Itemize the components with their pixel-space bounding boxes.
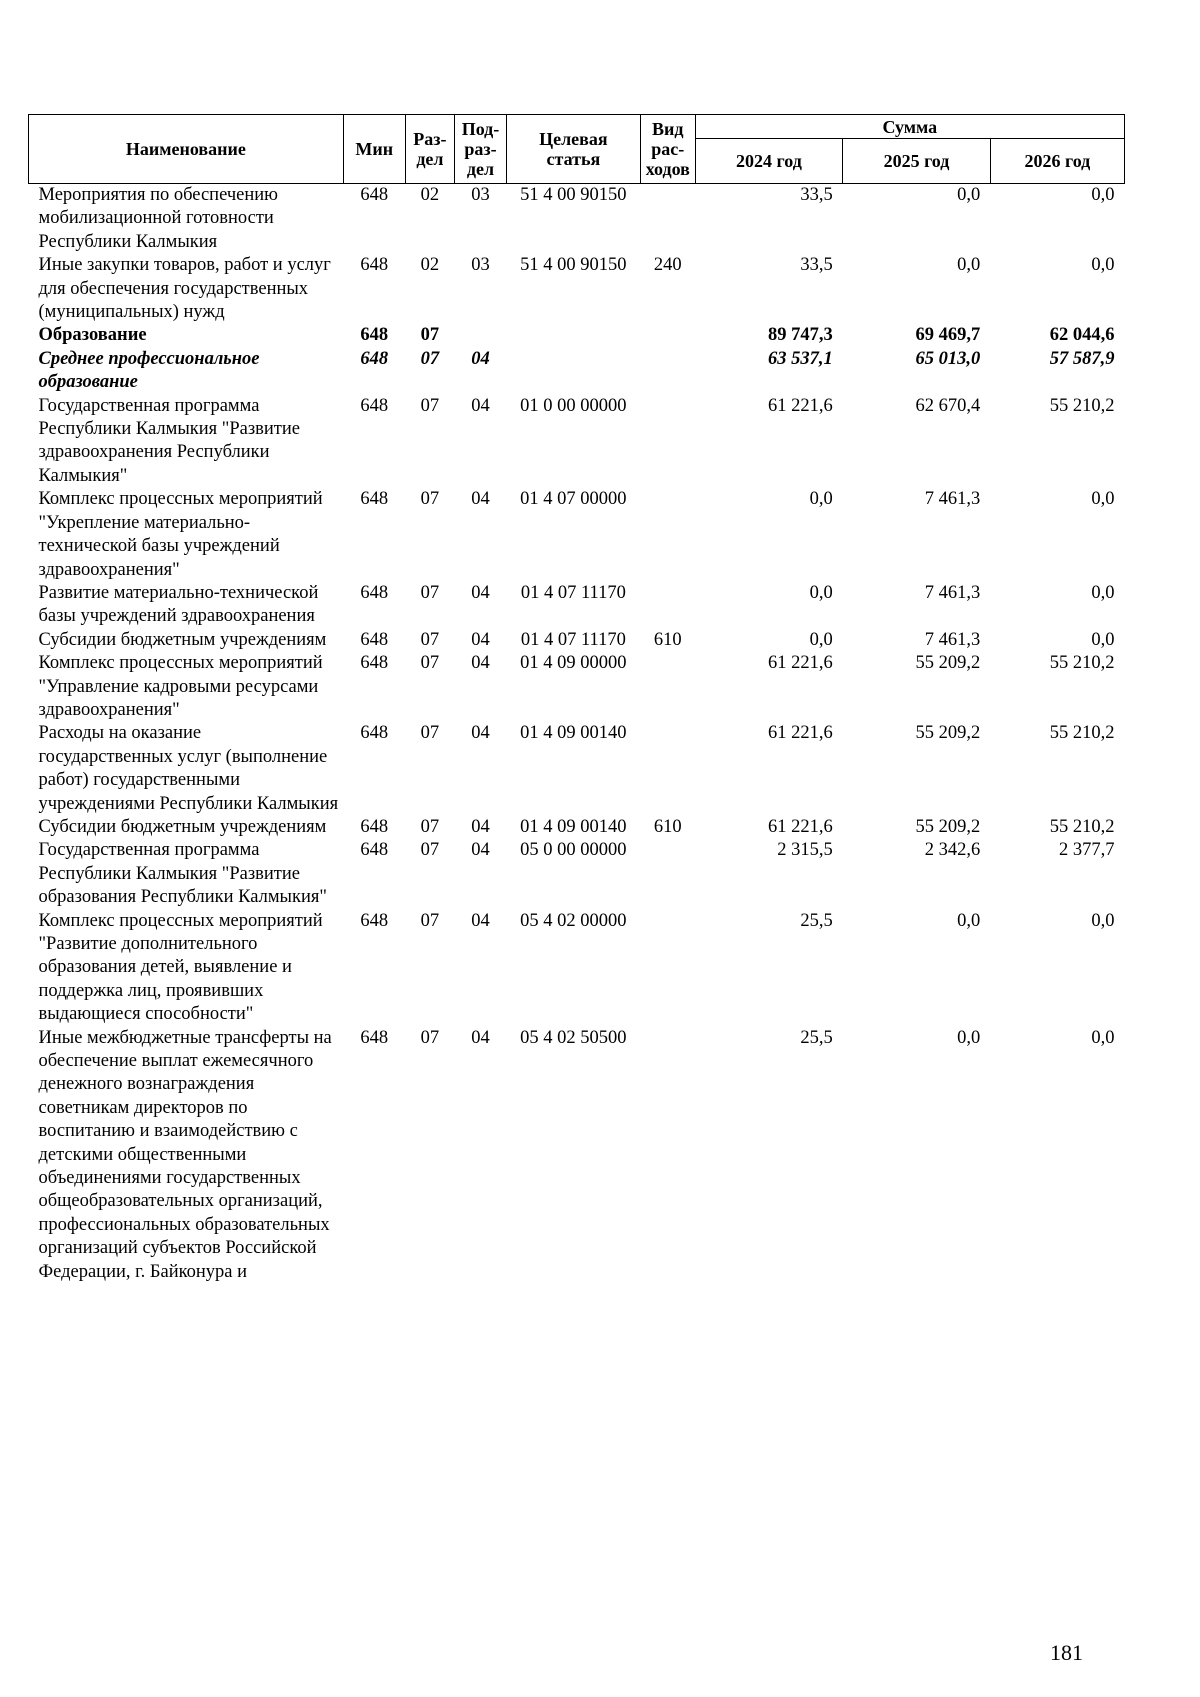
cell-podrazdel: 04 <box>471 395 490 416</box>
cell-podrazdel: 04 <box>471 653 490 674</box>
cell-y2025: 55 209,2 <box>915 816 981 837</box>
cell-y2026: 55 210,2 <box>1049 395 1115 416</box>
table-row <box>29 184 1125 255</box>
cell-podrazdel: 03 <box>471 255 490 276</box>
cell-vid <box>640 582 695 629</box>
cell-y2025: 55 209,2 <box>915 723 981 744</box>
cell-name: Субсидии бюджетным учреждениям <box>38 629 327 650</box>
cell-y2024: 61 221,6 <box>767 653 833 674</box>
cell-y2024: 0,0 <box>809 582 833 603</box>
cell-min: 648 <box>360 816 389 837</box>
cell-y2025: 2 342,6 <box>924 840 981 861</box>
cell-razdel: 07 <box>420 489 440 510</box>
cell-min: 648 <box>360 348 389 369</box>
cell-y2025: 0,0 <box>957 255 981 276</box>
cell-y2026: 55 210,2 <box>1049 816 1115 837</box>
table-header <box>29 115 1125 184</box>
header-target: Целевая статья <box>506 115 640 184</box>
cell-podrazdel: 04 <box>471 910 490 931</box>
cell-y2026: 57 587,9 <box>1049 348 1115 369</box>
cell-min: 648 <box>360 723 389 744</box>
header-vid: Вид рас- ходов <box>640 115 695 184</box>
cell-min: 648 <box>360 653 389 674</box>
cell-target: 01 4 07 11170 <box>520 629 626 650</box>
cell-podrazdel: 03 <box>471 185 490 205</box>
cell-vid <box>640 184 695 255</box>
cell-name: Комплекс процессных мероприятий "Управление кадровыми ресурсами здравоохранения" <box>38 653 323 720</box>
header-sum: Сумма <box>695 115 1124 139</box>
cell-y2026: 0,0 <box>1091 255 1115 276</box>
cell-target <box>506 348 640 395</box>
cell-y2026: 2 377,7 <box>1059 840 1115 861</box>
table-row <box>29 582 1125 629</box>
cell-min: 648 <box>360 582 389 603</box>
cell-podrazdel: 04 <box>471 840 490 861</box>
table-body <box>29 184 1125 1285</box>
cell-podrazdel: 04 <box>471 629 490 650</box>
header-year-2025: 2025 год <box>843 139 991 184</box>
cell-target: 51 4 00 90150 <box>520 255 627 276</box>
cell-y2024: 89 747,3 <box>767 325 833 346</box>
cell-y2026: 0,0 <box>1091 1027 1115 1048</box>
table-row <box>29 324 1125 347</box>
cell-podrazdel: 04 <box>471 489 490 510</box>
table-row <box>29 1027 1125 1284</box>
cell-target: 01 4 09 00140 <box>520 723 627 744</box>
cell-y2024: 61 221,6 <box>767 395 833 416</box>
cell-razdel: 07 <box>420 840 440 861</box>
cell-min: 648 <box>360 910 389 931</box>
cell-vid <box>640 1027 695 1284</box>
cell-name: Образование <box>38 325 147 346</box>
cell-podrazdel: 04 <box>471 582 490 603</box>
cell-name: Мероприятия по обеспечению мобилизационной готовности Республики Калмыкия <box>38 185 278 252</box>
cell-y2025: 65 013,0 <box>915 348 981 369</box>
cell-name: Среднее профессиональное образование <box>38 348 260 393</box>
cell-razdel: 07 <box>420 629 440 650</box>
cell-target: 51 4 00 90150 <box>520 185 627 205</box>
cell-vid: 240 <box>653 255 682 276</box>
table-row <box>29 488 1125 582</box>
table-row <box>29 395 1125 489</box>
header-podrazdel: Под- раз- дел <box>455 115 507 184</box>
cell-y2024: 2 315,5 <box>777 840 833 861</box>
cell-target: 01 4 09 00140 <box>520 816 627 837</box>
cell-razdel: 07 <box>420 348 440 369</box>
cell-razdel: 02 <box>420 185 440 205</box>
cell-name: Государственная программа Республики Калмыкия "Развитие образования Республики Калмыкия" <box>38 840 327 908</box>
cell-podrazdel: 04 <box>471 816 490 837</box>
cell-razdel: 07 <box>420 582 440 603</box>
cell-y2026: 0,0 <box>1091 489 1115 510</box>
cell-name: Иные закупки товаров, работ и услуг для обеспечения государственных (муниципальных) нужд <box>38 255 331 323</box>
table-row <box>29 910 1125 1027</box>
cell-target: 01 4 09 00000 <box>520 653 627 674</box>
cell-y2026: 62 044,6 <box>1049 325 1115 346</box>
cell-razdel: 07 <box>420 395 440 416</box>
cell-podrazdel <box>455 324 507 347</box>
cell-y2026: 0,0 <box>1091 910 1115 931</box>
header-min: Мин <box>343 115 405 184</box>
cell-razdel: 07 <box>420 325 440 346</box>
cell-y2026: 55 210,2 <box>1049 723 1115 744</box>
cell-vid <box>640 324 695 347</box>
table-row <box>29 816 1125 839</box>
cell-y2025: 69 469,7 <box>915 325 981 346</box>
cell-podrazdel: 04 <box>471 348 490 369</box>
cell-razdel: 07 <box>420 653 440 674</box>
cell-min: 648 <box>360 185 389 205</box>
cell-vid <box>640 395 695 489</box>
cell-y2025: 0,0 <box>957 1027 981 1048</box>
budget-table <box>28 114 1125 1284</box>
header-name: Наименование <box>29 115 344 184</box>
cell-vid <box>640 348 695 395</box>
cell-target: 05 0 00 00000 <box>520 840 627 861</box>
cell-vid: 610 <box>653 816 682 837</box>
cell-y2025: 7 461,3 <box>924 489 981 510</box>
cell-name: Государственная программа Республики Калмыкия "Развитие здравоохранения Республики Калмыкия" <box>38 395 300 486</box>
cell-target: 01 4 07 00000 <box>520 489 627 510</box>
cell-y2024: 25,5 <box>800 910 833 931</box>
cell-target: 01 4 07 11170 <box>520 582 626 603</box>
cell-y2025: 0,0 <box>957 185 981 205</box>
cell-vid <box>640 839 695 909</box>
cell-min: 648 <box>360 255 389 276</box>
cell-podrazdel: 04 <box>471 1027 490 1048</box>
cell-y2024: 33,5 <box>800 255 833 276</box>
cell-vid <box>640 910 695 1027</box>
cell-y2024: 63 537,1 <box>767 348 833 369</box>
cell-razdel: 07 <box>420 910 440 931</box>
cell-razdel: 02 <box>420 255 440 276</box>
header-year-2024: 2024 год <box>695 139 843 184</box>
page-number: 181 <box>1050 1640 1083 1665</box>
cell-y2025: 7 461,3 <box>924 629 981 650</box>
cell-y2024: 33,5 <box>800 185 833 205</box>
table-row <box>29 348 1125 395</box>
cell-y2025: 7 461,3 <box>924 582 981 603</box>
cell-y2025: 62 670,4 <box>915 395 981 416</box>
cell-y2024: 25,5 <box>800 1027 833 1048</box>
cell-min: 648 <box>360 325 389 346</box>
cell-vid <box>640 722 695 816</box>
cell-y2024: 61 221,6 <box>767 723 833 744</box>
cell-razdel: 07 <box>420 816 440 837</box>
cell-min: 648 <box>360 629 389 650</box>
cell-y2026: 0,0 <box>1091 629 1115 650</box>
cell-min: 648 <box>360 395 389 416</box>
header-year-2026: 2026 год <box>990 139 1124 184</box>
table-row <box>29 254 1125 324</box>
cell-vid <box>640 488 695 582</box>
cell-y2026: 55 210,2 <box>1049 653 1115 674</box>
cell-y2026: 0,0 <box>1091 582 1115 603</box>
cell-target <box>506 324 640 347</box>
cell-name: Комплекс процессных мероприятий "Развитие дополнительного образования детей, выявление и поддержка лиц, проявивших выдающиеся способности" <box>38 910 323 1025</box>
cell-y2024: 61 221,6 <box>767 816 833 837</box>
cell-razdel: 07 <box>420 1027 440 1048</box>
table-row <box>29 839 1125 909</box>
cell-razdel: 07 <box>420 723 440 744</box>
cell-min: 648 <box>360 1027 389 1048</box>
cell-vid: 610 <box>653 629 682 650</box>
cell-name: Развитие материально-технической базы учреждений здравоохранения <box>38 582 319 627</box>
table-row <box>29 629 1125 652</box>
cell-name: Комплекс процессных мероприятий "Укрепление материально-технической базы учреждений здравоохранения" <box>38 489 323 580</box>
cell-target: 05 4 02 50500 <box>520 1027 627 1048</box>
cell-y2024: 0,0 <box>809 489 833 510</box>
cell-name: Расходы на оказание государственных услуг (выполнение работ) государственными учреждениями Республики Калмыкия <box>38 723 339 814</box>
table-row <box>29 722 1125 816</box>
table-row <box>29 652 1125 722</box>
cell-y2026: 0,0 <box>1091 185 1115 205</box>
cell-podrazdel: 04 <box>471 723 490 744</box>
cell-vid <box>640 652 695 722</box>
header-razdel: Раз- дел <box>405 115 455 184</box>
cell-y2024: 0,0 <box>809 629 833 650</box>
cell-name: Иные межбюджетные трансферты на обеспечение выплат ежемесячного денежного вознаграждения советникам директоров по воспитанию и взаимодействию с детскими общественными объединениями государственных общеобразовательных организаций, профессиональных образовательных организаций субъектов Российской Федерации, г. Байконура и <box>38 1027 332 1282</box>
cell-target: 01 0 00 00000 <box>520 395 627 416</box>
cell-min: 648 <box>360 489 389 510</box>
cell-target: 05 4 02 00000 <box>520 910 627 931</box>
cell-name: Субсидии бюджетным учреждениям <box>38 816 327 837</box>
cell-y2025: 0,0 <box>957 910 981 931</box>
cell-min: 648 <box>360 840 389 861</box>
cell-y2025: 55 209,2 <box>915 653 981 674</box>
